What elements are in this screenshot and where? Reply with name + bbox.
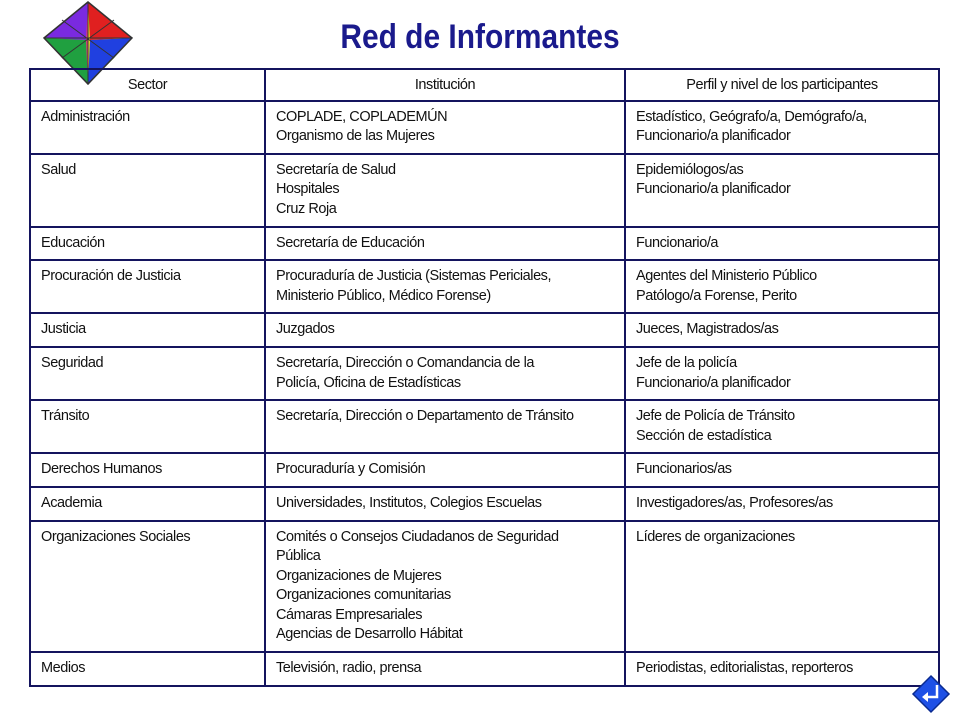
cell-perfil-line: Líderes de organizaciones	[636, 528, 795, 545]
cell-perfil-line: Funcionario/a	[636, 234, 719, 251]
cell-perfil	[625, 521, 939, 653]
cell-institucion	[265, 400, 625, 453]
cell-perfil	[625, 313, 939, 347]
cell-perfil	[625, 487, 939, 521]
cell-perfil	[625, 101, 939, 154]
cell-perfil-line: Agentes del Ministerio Público	[636, 268, 817, 285]
table-row	[30, 400, 939, 453]
cell-sector	[30, 101, 265, 154]
cell-sector-line: Administración	[41, 108, 130, 125]
cell-perfil-line: Funcionario/a planificador	[636, 181, 791, 198]
header-perfil: Perfil y nivel de los participantes	[625, 69, 939, 101]
cell-institucion	[265, 260, 625, 313]
cell-perfil	[625, 347, 939, 400]
cell-institucion-line: Organizaciones comunitarias	[276, 587, 451, 604]
cell-perfil-line: Estadístico, Geógrafo/a, Demógrafo/a,	[636, 108, 867, 125]
cell-sector-line: Tránsito	[41, 408, 90, 425]
table-row	[30, 260, 939, 313]
cell-institucion-line: Secretaría de Salud	[276, 161, 396, 178]
cell-institucion-line: Comités o Consejos Ciudadanos de Seguridad	[276, 528, 559, 545]
table-row	[30, 101, 939, 154]
table-row	[30, 453, 939, 487]
cell-sector	[30, 453, 265, 487]
cell-sector-line: Educación	[41, 234, 105, 251]
cell-sector-line: Medios	[41, 660, 86, 677]
cell-sector-line: Justicia	[41, 321, 86, 338]
table-row	[30, 154, 939, 227]
cell-sector-line: Organizaciones Sociales	[41, 528, 191, 545]
cell-institucion-line: Televisión, radio, prensa	[276, 660, 422, 677]
header-institucion: Institución	[265, 69, 625, 101]
cell-institucion	[265, 652, 625, 686]
cell-perfil	[625, 227, 939, 261]
cell-perfil-line: Funcionario/a planificador	[636, 128, 791, 145]
cell-perfil	[625, 652, 939, 686]
cell-institucion-line: Universidades, Institutos, Colegios Escuelas	[276, 494, 542, 511]
table-row	[30, 487, 939, 521]
cell-institucion-line: COPLADE, COPLADEMÚN	[276, 108, 448, 125]
cell-institucion-line: Agencias de Desarrollo Hábitat	[276, 626, 463, 643]
page-title: Red de Informantes	[340, 18, 620, 56]
cell-perfil-line: Sección de estadística	[636, 427, 772, 444]
cell-sector	[30, 154, 265, 227]
cell-perfil-line: Jefe de Policía de Tránsito	[636, 408, 795, 425]
cell-sector	[30, 487, 265, 521]
cell-perfil-line: Periodistas, editorialistas, reporteros	[636, 660, 853, 677]
cell-institucion	[265, 453, 625, 487]
cell-perfil	[625, 154, 939, 227]
cell-sector-line: Salud	[41, 161, 76, 178]
table-header-row	[30, 69, 939, 101]
cell-institucion	[265, 521, 625, 653]
cell-sector	[30, 347, 265, 400]
cell-institucion	[265, 154, 625, 227]
cell-institucion-line: Secretaría, Dirección o Comandancia de la	[276, 354, 534, 371]
table-row	[30, 347, 939, 400]
cell-sector	[30, 260, 265, 313]
cell-institucion-line: Procuraduría de Justicia (Sistemas Periciales,	[276, 268, 552, 285]
cell-perfil-line: Jueces, Magistrados/as	[636, 321, 779, 338]
cell-perfil-line: Funcionarios/as	[636, 461, 732, 478]
cell-perfil-line: Investigadores/as, Profesores/as	[636, 494, 833, 511]
cell-institucion-line: Organismo de las Mujeres	[276, 128, 435, 145]
cell-institucion-line: Organizaciones de Mujeres	[276, 567, 442, 584]
cell-sector-line: Derechos Humanos	[41, 461, 162, 478]
cell-institucion	[265, 347, 625, 400]
cell-sector	[30, 652, 265, 686]
informants-table	[29, 68, 940, 687]
cell-sector	[30, 400, 265, 453]
cell-institucion-line: Policía, Oficina de Estadísticas	[276, 374, 461, 391]
cell-perfil-line: Funcionario/a planificador	[636, 374, 791, 391]
table-row	[30, 313, 939, 347]
cell-perfil	[625, 400, 939, 453]
cell-institucion-line: Procuraduría y Comisión	[276, 461, 426, 478]
cell-institucion	[265, 101, 625, 154]
cell-institucion-line: Cruz Roja	[276, 200, 337, 217]
return-arrow-icon[interactable]	[911, 674, 951, 714]
cell-institucion-line: Cámaras Empresariales	[276, 606, 423, 623]
cell-perfil-line: Patólogo/a Forense, Perito	[636, 287, 797, 304]
cell-sector-line: Academia	[41, 494, 102, 511]
cell-institucion-line: Juzgados	[276, 321, 335, 338]
cell-sector	[30, 521, 265, 653]
cell-perfil	[625, 453, 939, 487]
cell-institucion-line: Ministerio Público, Médico Forense)	[276, 287, 491, 304]
cell-perfil-line: Epidemiólogos/as	[636, 161, 744, 178]
cell-institucion	[265, 227, 625, 261]
table-row	[30, 521, 939, 653]
cell-institucion-line: Secretaría, Dirección o Departamento de Tránsito	[276, 408, 574, 425]
cell-sector	[30, 313, 265, 347]
cell-perfil	[625, 260, 939, 313]
cell-institucion-line: Hospitales	[276, 181, 340, 198]
table-row	[30, 652, 939, 686]
cell-institucion-line: Secretaría de Educación	[276, 234, 425, 251]
cell-sector-line: Seguridad	[41, 354, 104, 371]
cell-perfil-line: Jefe de la policía	[636, 354, 737, 371]
cell-institucion	[265, 487, 625, 521]
cell-sector	[30, 227, 265, 261]
cell-institucion-line: Pública	[276, 548, 321, 565]
header-sector: Sector	[30, 69, 265, 101]
cell-institucion	[265, 313, 625, 347]
table-row	[30, 227, 939, 261]
cell-sector-line: Procuración de Justicia	[41, 268, 181, 285]
